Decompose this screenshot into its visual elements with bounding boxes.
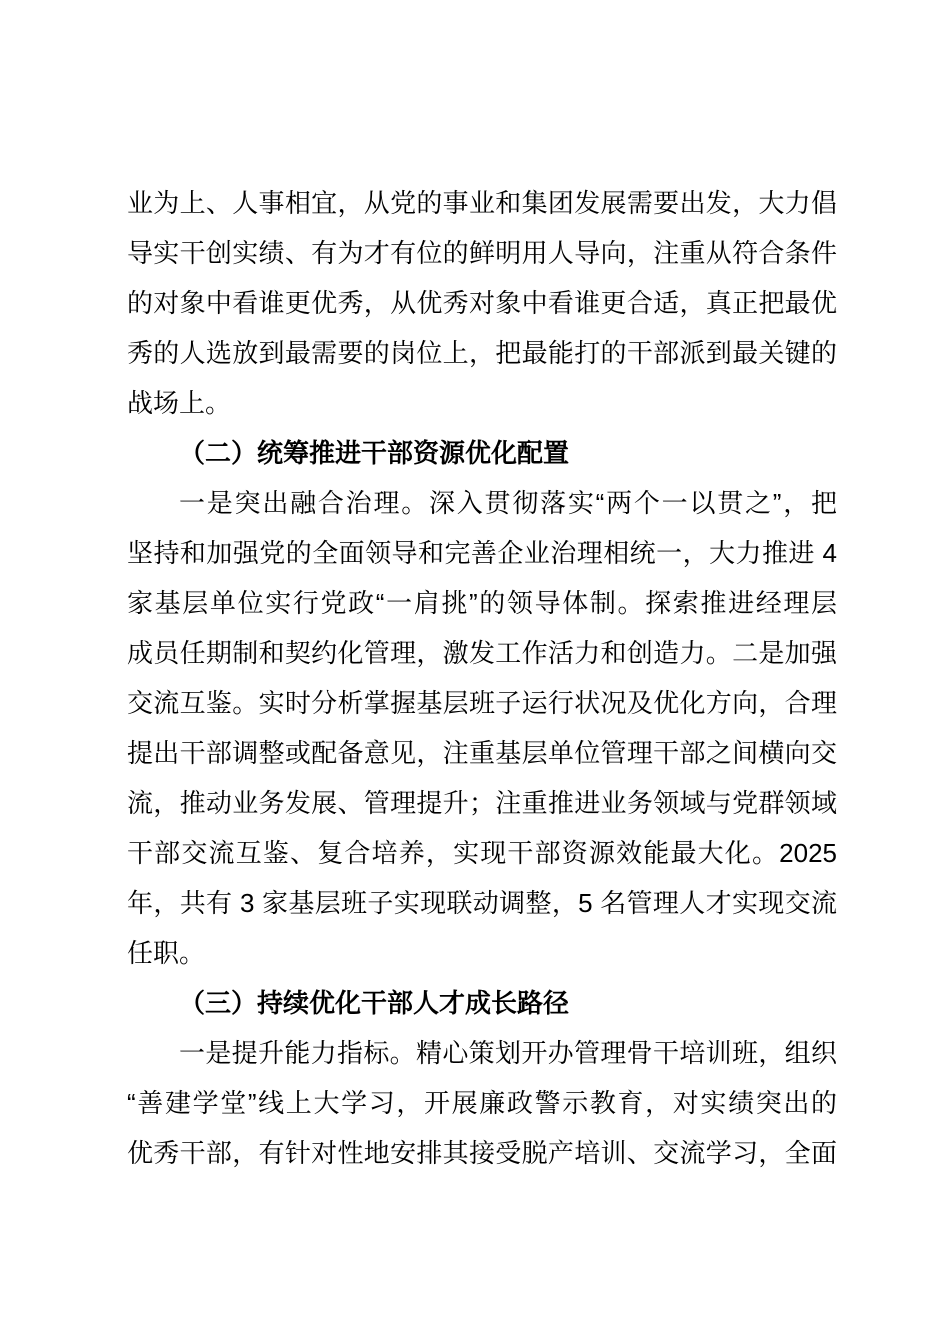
text-line: 战场上。: [127, 388, 232, 418]
text-line: 提出干部调整或配备意见，注重基层单位管理干部之间横向交: [127, 738, 837, 768]
text-line: 坚持和加强党的全面领导和完善企业治理相统一，大力推进 4: [127, 538, 837, 568]
document-body: [127, 178, 837, 1178]
section-heading: （二）统筹推进干部资源优化配置: [179, 438, 570, 468]
text-line: 秀的人选放到最需要的岗位上，把最能打的干部派到最关键的: [127, 338, 837, 368]
text-line: 业为上、人事相宜，从党的事业和集团发展需要出发，大力倡: [127, 188, 837, 218]
text-line: 任职。: [127, 938, 206, 968]
text-line: 年，共有 3 家基层班子实现联动调整，5 名管理人才实现交流: [127, 888, 837, 918]
text-line: 交流互鉴。实时分析掌握基层班子运行状况及优化方向，合理: [127, 688, 837, 718]
section-heading: （三）持续优化干部人才成长路径: [179, 988, 570, 1018]
text-line: 的对象中看谁更优秀，从优秀对象中看谁更合适，真正把最优: [127, 288, 837, 318]
text-line: “善建学堂”线上大学习，开展廉政警示教育，对实绩突出的: [127, 1088, 837, 1118]
text-line: 家基层单位实行党政“一肩挑”的领导体制。探索推进经理层: [127, 588, 837, 618]
text-line: 成员任期制和契约化管理，激发工作活力和创造力。二是加强: [127, 638, 837, 668]
text-line: 导实干创实绩、有为才有位的鲜明用人导向，注重从符合条件: [127, 238, 837, 268]
text-line: 优秀干部，有针对性地安排其接受脱产培训、交流学习，全面: [127, 1138, 837, 1168]
text-line: 一是突出融合治理。深入贯彻落实“两个一以贯之”，把: [179, 488, 837, 518]
text-line: 一是提升能力指标。精心策划开办管理骨干培训班，组织: [179, 1038, 837, 1068]
text-line: 干部交流互鉴、复合培养，实现干部资源效能最大化。2025: [127, 838, 837, 868]
text-line: 流，推动业务发展、管理提升；注重推进业务领域与党群领域: [127, 788, 837, 818]
